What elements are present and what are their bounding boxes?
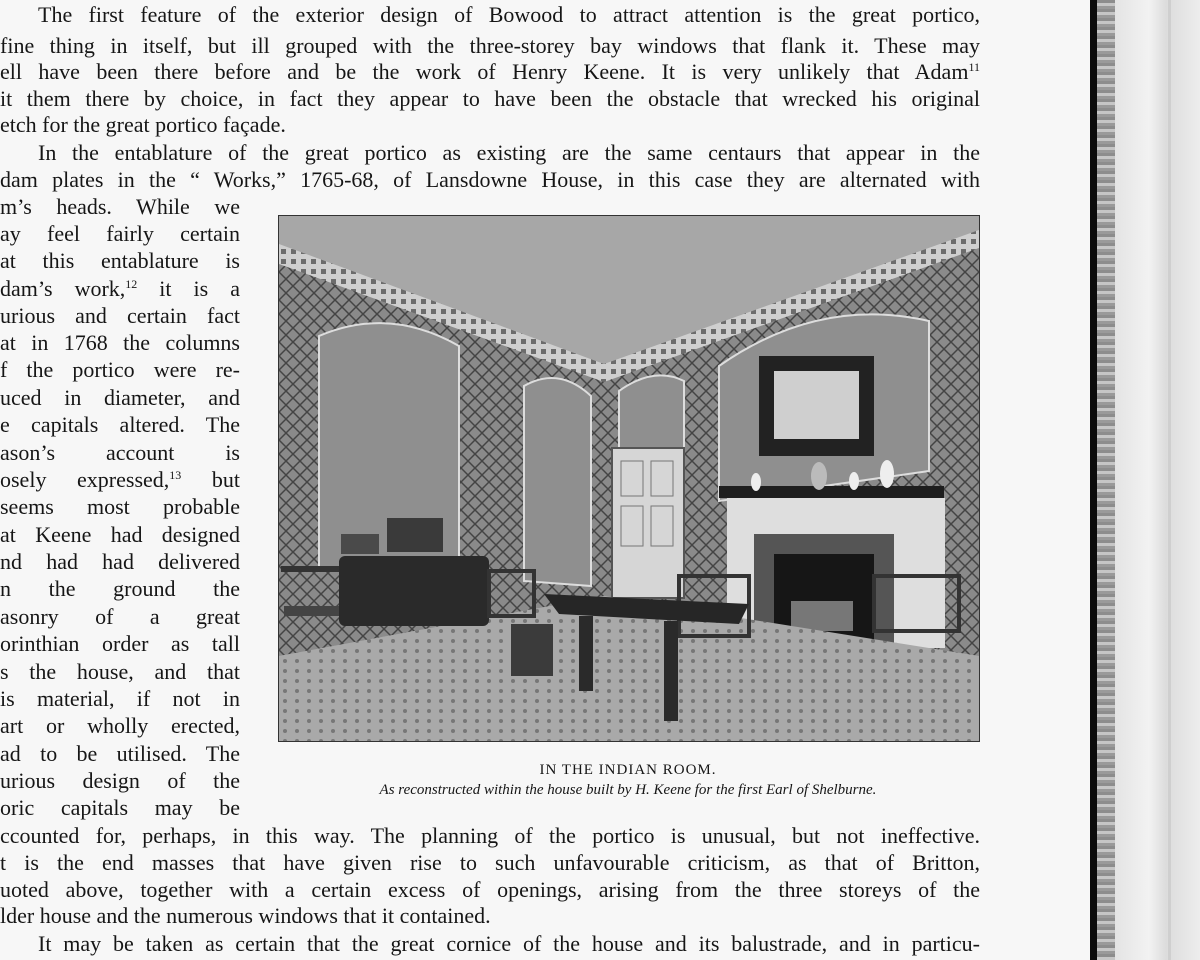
text-line: ad to be utilised. The: [0, 741, 240, 766]
text-line: etch for the great portico façade.: [0, 112, 286, 137]
text-line: e capitals altered. The: [0, 412, 240, 437]
text-line: is material, if not in: [0, 686, 240, 711]
text-line: seems most probable: [0, 494, 240, 519]
text-line: s the house, and that: [0, 659, 240, 684]
text-line: uced in diameter, and: [0, 385, 240, 410]
text-line: uoted above, together with a certain excess of openings, arising from the three storeys of the: [0, 877, 980, 902]
text-line: [0, 276, 240, 302]
text-line: It may be taken as certain that the great cornice of the house and its balustrade, and in particu-: [38, 931, 980, 956]
text-line: f the portico were re-: [0, 357, 240, 382]
text-line: In the entablature of the great portico as existing are the same centaurs that appear in the: [38, 140, 980, 165]
text-line-content: it is a: [137, 276, 240, 301]
caption-subtitle: As reconstructed within the house built by H. Keene for the first Earl of Shelburne.: [379, 782, 877, 798]
text-line-content: dam’s work,: [0, 276, 126, 301]
text-line: The first feature of the exterior design of Bowood to attract attention is the great portico,: [38, 2, 980, 27]
text-line: m’s heads. While we: [0, 194, 240, 219]
text-line: dam plates in the “ Works,” 1765-68, of Lansdowne House, in this case they are alternated with: [0, 167, 980, 192]
text-line-content: osely expressed,: [0, 467, 170, 492]
text-line: nd had had delivered: [0, 549, 240, 574]
room-photograph: [278, 215, 980, 742]
text-line: fine thing in itself, but ill grouped with the three-storey bay windows that flank it. These may: [0, 33, 980, 58]
text-line: t is the end masses that have given rise to such unfavourable criticism, as that of Britton,: [0, 850, 980, 875]
text-line: [0, 59, 980, 85]
footnote-ref: 12: [125, 277, 138, 291]
indian-room-illustration: [279, 216, 979, 741]
text-line: at in 1768 the columns: [0, 330, 240, 355]
caption-title: IN THE INDIAN ROOM.: [539, 762, 717, 778]
text-line: at this entablature is: [0, 248, 240, 273]
text-line: ay feel fairly certain: [0, 221, 240, 246]
text-line: lder house and the numerous windows that it contained.: [0, 903, 491, 928]
text-line: at Keene had designed: [0, 522, 240, 547]
text-line: it them there by choice, in fact they appear to have been the obstacle that wrecked his original: [0, 86, 980, 111]
board-fold: [1168, 0, 1171, 960]
footnote-ref: 13: [169, 468, 182, 482]
text-line: ccounted for, perhaps, in this way. The planning of the portico is unusual, but not ineffective.: [0, 823, 980, 848]
text-line: oric capitals may be: [0, 795, 240, 820]
text-line: urious and certain fact: [0, 303, 240, 328]
text-line: art or wholly erected,: [0, 713, 240, 738]
text-line: [0, 467, 240, 493]
text-line: ason’s account is: [0, 440, 240, 465]
text-line: asonry of a great: [0, 604, 240, 629]
binding-ribbon: [1097, 0, 1115, 960]
text-line: n the ground the: [0, 576, 240, 601]
book-board: [1115, 0, 1200, 960]
text-line-content: ell have been there before and be the work of Henry Keene. It is very unlikely that Adam: [0, 59, 969, 84]
footnote-ref: 11: [968, 60, 980, 74]
text-line: urious design of the: [0, 768, 240, 793]
text-line-content: but: [181, 467, 240, 492]
text-line: orinthian order as tall: [0, 631, 240, 656]
